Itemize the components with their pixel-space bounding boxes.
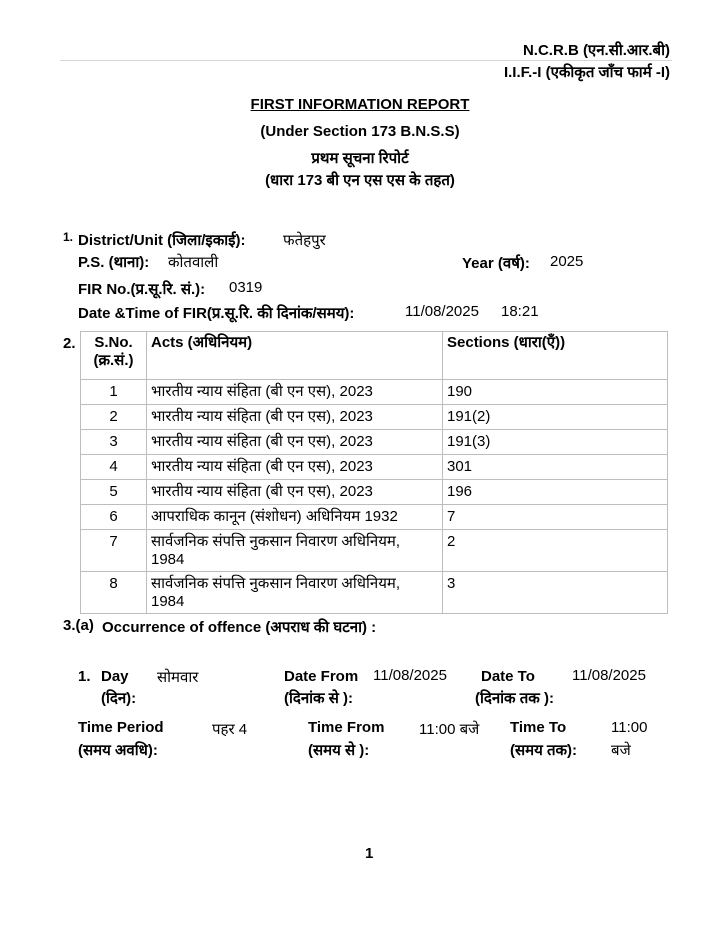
sno-header-hindi: (क्र.सं.): [93, 352, 134, 369]
date-to-label: Date To: [481, 668, 535, 685]
time-from-value: 11:00 बजे: [419, 721, 480, 738]
date-from-value: 11/08/2025: [373, 667, 447, 684]
year-value: 2025: [550, 253, 584, 270]
row-sno: 1: [81, 380, 147, 405]
date-to-value: 11/08/2025: [572, 667, 646, 684]
ps-value: कोतवाली: [168, 254, 219, 271]
ps-label: P.S. (थाना):: [78, 254, 150, 271]
row-act: [147, 530, 443, 572]
row-act: भारतीय न्याय संहिता (बी एन एस), 2023: [147, 380, 443, 405]
acts-table: [80, 331, 668, 614]
time-from-label: Time From: [308, 719, 385, 736]
row-act: आपराधिक कानून (संशोधन) अधिनियम 1932: [147, 505, 443, 530]
occurrence-title: Occurrence of offence (अपराध की घटना) :: [102, 619, 377, 636]
table-row: [81, 405, 668, 430]
iif-header: I.I.F.-I (एकीकृत जाँच फार्म -I): [503, 64, 670, 81]
fir-value: 0319: [229, 279, 263, 296]
table-row: [81, 430, 668, 455]
row-sno: 4: [81, 455, 147, 480]
date-to-hindi: (दिनांक तक ):: [475, 690, 554, 707]
row-act-line1: सार्वजनिक संपत्ति नुकसान निवारण अधिनियम,: [151, 575, 401, 592]
fir-datetime-label: Date &Time of FIR(प्र.सू.रि. की दिनांक/समय):: [78, 305, 355, 322]
report-title: [0, 96, 720, 113]
report-section-hindi: (धारा 173 बी एन एस एस के तहत): [265, 172, 455, 189]
row-section: 190: [443, 380, 668, 405]
sno-header-text: S.No.: [94, 334, 133, 351]
time-to-label: Time To: [510, 719, 567, 736]
row-section: 2: [443, 530, 668, 572]
time-period-label: Time Period: [78, 719, 164, 736]
day-label: Day: [101, 668, 129, 685]
table-row: [81, 530, 668, 572]
district-label: District/Unit (जिला/इकाई):: [78, 232, 246, 249]
acts-table-header: [81, 332, 668, 380]
table-row: [81, 480, 668, 505]
row-act: [147, 572, 443, 614]
row-act: भारतीय न्याय संहिता (बी एन एस), 2023: [147, 455, 443, 480]
row-sno: 7: [81, 530, 147, 572]
table-row: [81, 505, 668, 530]
row-sno: 2: [81, 405, 147, 430]
row-sno: 8: [81, 572, 147, 614]
row-act-line1: सार्वजनिक संपत्ति नुकसान निवारण अधिनियम,: [151, 533, 401, 550]
item3-label: 3.(a): [63, 617, 94, 634]
table-row: [81, 380, 668, 405]
day-value: सोमवार: [157, 669, 199, 686]
date-from-hindi: (दिनांक से ):: [284, 690, 354, 707]
time-period-value: पहर 4: [212, 721, 248, 738]
fir-date-value: 11/08/2025: [405, 303, 479, 320]
year-label: Year (वर्ष):: [462, 255, 530, 272]
row-section: 301: [443, 455, 668, 480]
header-divider: [60, 60, 672, 61]
item2-number: 2.: [63, 335, 76, 352]
row-section: 191(2): [443, 405, 668, 430]
row-act-line2: 1984: [151, 551, 185, 568]
time-to-value: 11:00: [611, 719, 648, 736]
table-row: [81, 572, 668, 614]
row-act: भारतीय न्याय संहिता (बी एन एस), 2023: [147, 430, 443, 455]
row-act-line2: 1984: [151, 593, 185, 610]
report-title-hindi: प्रथम सूचना रिपोर्ट: [311, 150, 409, 167]
acts-header: Acts (अधिनियम): [147, 332, 443, 380]
fir-label: FIR No.(प्र.सू.रि. सं.):: [78, 281, 206, 298]
time-to-value-suffix: बजे: [611, 742, 631, 759]
date-from-label: Date From: [284, 668, 359, 685]
row-act: भारतीय न्याय संहिता (बी एन एस), 2023: [147, 405, 443, 430]
time-period-hindi: (समय अवधि):: [78, 742, 158, 759]
sno-header: [81, 332, 147, 380]
row-section: 196: [443, 480, 668, 505]
time-from-hindi: (समय से ):: [308, 742, 370, 759]
row-section: 7: [443, 505, 668, 530]
district-value: फतेहपुर: [283, 232, 326, 249]
table-row: [81, 455, 668, 480]
report-section: (Under Section 173 B.N.S.S): [260, 123, 460, 140]
row-section: 3: [443, 572, 668, 614]
ncrb-header: N.C.R.B (एन.सी.आर.बी): [522, 42, 670, 59]
fir-time-value: 18:21: [501, 303, 539, 320]
row-sno: 3: [81, 430, 147, 455]
row-sno: 6: [81, 505, 147, 530]
item1-number: 1.: [63, 230, 74, 244]
day-label-hindi: (दिन):: [101, 690, 137, 707]
row-section: 191(3): [443, 430, 668, 455]
item3-sub-number: 1.: [78, 668, 91, 685]
report-title-text: FIRST INFORMATION REPORT: [250, 96, 470, 113]
row-act: भारतीय न्याय संहिता (बी एन एस), 2023: [147, 480, 443, 505]
sections-header: Sections (धारा(एँ)): [443, 332, 668, 380]
row-sno: 5: [81, 480, 147, 505]
page-number: 1: [365, 845, 374, 862]
time-to-hindi: (समय तक):: [510, 742, 578, 759]
